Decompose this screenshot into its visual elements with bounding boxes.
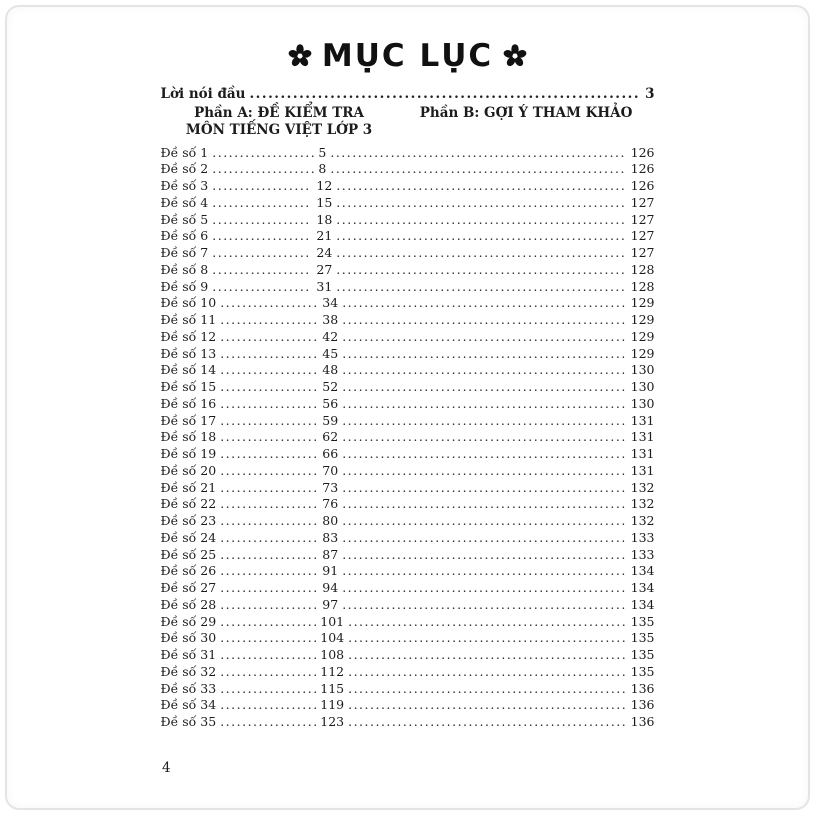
toc-entry-label: Đề số 13 — [160, 345, 217, 361]
toc-entry-row — [161, 212, 655, 229]
toc-entry-row — [161, 279, 655, 296]
toc-entry-page-a: 76 — [322, 496, 339, 512]
toc-entry-row — [161, 145, 655, 162]
dot-leader — [342, 346, 626, 363]
toc-entry-page-b: 131 — [630, 462, 655, 478]
toc-entry-page-b: 129 — [630, 295, 655, 311]
dot-leader — [348, 630, 627, 647]
toc-entry-label: Đề số 1 — [160, 144, 209, 160]
dot-leader — [336, 178, 626, 195]
dot-leader — [342, 463, 626, 480]
toc-entry-page-b: 129 — [630, 345, 655, 361]
toc-entry-page-a: 59 — [322, 412, 339, 428]
toc-entry-row — [161, 429, 655, 446]
toc-entry-page-b: 128 — [630, 261, 655, 277]
toc-entry-row — [161, 630, 655, 647]
toc-entry-page-a: 56 — [322, 395, 339, 411]
toc-entry-page-a: 119 — [320, 697, 345, 713]
dot-leader — [212, 195, 312, 212]
toc-entry-label: Đề số 16 — [160, 395, 217, 411]
dot-leader — [220, 429, 318, 446]
toc-entry-page-a: 21 — [316, 228, 333, 244]
toc-entry-page-a: 112 — [320, 663, 345, 679]
part-a-header-line1: Phần A: ĐỀ KIỂM TRA — [194, 105, 364, 121]
toc-entry-row — [161, 580, 655, 597]
toc-page — [161, 0, 655, 731]
part-b-header — [398, 105, 655, 122]
toc-entry-page-b: 134 — [630, 580, 655, 596]
toc-entry-page-b: 129 — [630, 328, 655, 344]
toc-entry-page-a: 70 — [322, 462, 339, 478]
dot-leader — [342, 496, 626, 513]
page-number: 4 — [162, 760, 171, 776]
toc-entry-row — [161, 496, 655, 513]
dot-leader — [220, 630, 316, 647]
dot-leader — [249, 86, 641, 102]
toc-entry-label: Đề số 10 — [160, 295, 217, 311]
dot-leader — [220, 597, 318, 614]
toc-entry-row — [161, 614, 655, 631]
toc-entry-page-b: 130 — [630, 362, 655, 378]
toc-entry-page-a: 97 — [322, 596, 339, 612]
toc-entry-page-a: 24 — [316, 245, 333, 261]
dot-leader — [330, 145, 626, 162]
toc-entry-row — [161, 681, 655, 698]
flower-icon — [288, 40, 312, 76]
toc-entry-page-a: 115 — [320, 680, 345, 696]
toc-entry-page-a: 15 — [316, 194, 333, 210]
toc-entry-page-b: 135 — [630, 663, 655, 679]
toc-entry-row — [161, 329, 655, 346]
toc-entry-page-b: 135 — [630, 613, 655, 629]
dot-leader — [220, 312, 318, 329]
toc-entry-label: Đề số 20 — [160, 462, 217, 478]
toc-entry-page-b: 133 — [630, 529, 655, 545]
toc-entry-label: Đề số 23 — [160, 513, 217, 529]
dot-leader — [220, 346, 318, 363]
dot-leader — [220, 463, 318, 480]
toc-entry-label: Đề số 12 — [160, 328, 217, 344]
toc-entries — [161, 145, 655, 731]
toc-entry-page-b: 127 — [630, 228, 655, 244]
dot-leader — [342, 413, 626, 430]
toc-entry-page-b: 130 — [630, 395, 655, 411]
toc-entry-label: Đề số 4 — [160, 194, 209, 210]
dot-leader — [220, 563, 318, 580]
toc-entry-page-a: 80 — [322, 513, 339, 529]
dot-leader — [342, 429, 626, 446]
dot-leader — [220, 664, 316, 681]
toc-entry-page-b: 136 — [630, 680, 655, 696]
toc-entry-label: Đề số 18 — [160, 429, 217, 445]
dot-leader — [220, 379, 318, 396]
toc-entry-label: Đề số 11 — [160, 312, 217, 328]
dot-leader — [212, 245, 312, 262]
dot-leader — [342, 396, 626, 413]
toc-entry-page-a: 66 — [322, 446, 339, 462]
toc-entry-page-b: 128 — [630, 278, 655, 294]
toc-entry-label: Đề số 33 — [160, 680, 217, 696]
dot-leader — [220, 396, 318, 413]
dot-leader — [220, 614, 316, 631]
flower-icon — [503, 40, 527, 76]
dot-leader — [342, 446, 626, 463]
dot-leader — [348, 681, 627, 698]
part-a-header-line2: MÔN TIẾNG VIỆT LỚP 3 — [185, 122, 373, 139]
toc-entry-label: Đề số 27 — [160, 580, 217, 596]
toc-entry-label: Đề số 14 — [160, 362, 217, 378]
dot-leader — [342, 530, 626, 547]
toc-entry-page-b: 135 — [630, 647, 655, 663]
toc-entry-label: Đề số 3 — [160, 178, 209, 194]
toc-entry-row — [161, 513, 655, 530]
toc-entry-row — [161, 664, 655, 681]
toc-entry-page-b: 132 — [630, 479, 655, 495]
toc-entry-label: Đề số 21 — [160, 479, 217, 495]
dot-leader — [342, 597, 626, 614]
toc-entry-page-b: 133 — [630, 546, 655, 562]
toc-entry-label: Đề số 6 — [160, 228, 209, 244]
dot-leader — [348, 647, 627, 664]
dot-leader — [220, 530, 318, 547]
toc-entry-page-a: 87 — [322, 546, 339, 562]
toc-entry-page-b: 136 — [630, 697, 655, 713]
toc-entry-page-a: 94 — [322, 580, 339, 596]
toc-entry-page-b: 136 — [630, 714, 655, 730]
toc-entry-page-a: 8 — [318, 161, 327, 177]
dot-leader — [220, 295, 318, 312]
dot-leader — [342, 513, 626, 530]
dot-leader — [336, 228, 626, 245]
dot-leader — [212, 178, 312, 195]
dot-leader — [348, 714, 627, 731]
toc-entry-page-b: 130 — [630, 379, 655, 395]
toc-entry-page-a: 91 — [322, 563, 339, 579]
toc-entry-row — [161, 547, 655, 564]
column-headers — [161, 105, 655, 140]
toc-entry-page-a: 83 — [322, 529, 339, 545]
dot-leader — [220, 697, 316, 714]
toc-entry-row — [161, 647, 655, 664]
toc-entry-page-b: 127 — [630, 211, 655, 227]
toc-entry-page-b: 129 — [630, 312, 655, 328]
dot-leader — [212, 145, 314, 162]
dot-leader — [342, 312, 626, 329]
toc-entry-label: Đề số 30 — [160, 630, 217, 646]
preface-row — [161, 86, 655, 104]
page-title-row — [161, 38, 655, 76]
toc-entry-row — [161, 530, 655, 547]
toc-entry-label: Đề số 25 — [160, 546, 217, 562]
toc-entry-row — [161, 245, 655, 262]
dot-leader — [212, 262, 312, 279]
toc-entry-label: Đề số 24 — [160, 529, 217, 545]
dot-leader — [220, 496, 318, 513]
dot-leader — [220, 329, 318, 346]
toc-entry-label: Đề số 28 — [160, 596, 217, 612]
dot-leader — [342, 480, 626, 497]
dot-leader — [342, 379, 626, 396]
toc-entry-page-a: 101 — [320, 613, 345, 629]
dot-leader — [220, 362, 318, 379]
toc-entry-row — [161, 379, 655, 396]
toc-entry-page-b: 134 — [630, 563, 655, 579]
toc-entry-row — [161, 178, 655, 195]
toc-entry-label: Đề số 29 — [160, 613, 217, 629]
toc-entry-label: Đề số 19 — [160, 446, 217, 462]
dot-leader — [342, 362, 626, 379]
toc-entry-label: Đề số 26 — [160, 563, 217, 579]
dot-leader — [212, 279, 312, 296]
dot-leader — [220, 413, 318, 430]
dot-leader — [330, 161, 626, 178]
toc-entry-row — [161, 446, 655, 463]
dot-leader — [212, 228, 312, 245]
dot-leader — [348, 664, 627, 681]
toc-entry-row — [161, 295, 655, 312]
dot-leader — [220, 513, 318, 530]
toc-entry-row — [161, 362, 655, 379]
dot-leader — [336, 279, 626, 296]
toc-entry-row — [161, 195, 655, 212]
toc-entry-label: Đề số 5 — [160, 211, 209, 227]
toc-entry-label: Đề số 35 — [160, 714, 217, 730]
dot-leader — [348, 614, 627, 631]
dot-leader — [342, 295, 626, 312]
toc-entry-page-a: 12 — [316, 178, 333, 194]
dot-leader — [342, 563, 626, 580]
dot-leader — [336, 195, 626, 212]
toc-entry-label: Đề số 7 — [160, 245, 209, 261]
toc-entry-page-a: 45 — [322, 345, 339, 361]
toc-entry-label: Đề số 17 — [160, 412, 217, 428]
dot-leader — [342, 329, 626, 346]
dot-leader — [336, 262, 626, 279]
toc-entry-row — [161, 312, 655, 329]
toc-entry-row — [161, 346, 655, 363]
toc-entry-page-a: 42 — [322, 328, 339, 344]
toc-entry-page-a: 38 — [322, 312, 339, 328]
toc-entry-label: Đề số 31 — [160, 647, 217, 663]
toc-entry-page-a: 73 — [322, 479, 339, 495]
toc-entry-label: Đề số 2 — [160, 161, 209, 177]
toc-entry-label: Đề số 15 — [160, 379, 217, 395]
preface-page: 3 — [645, 86, 655, 102]
toc-entry-row — [161, 262, 655, 279]
toc-entry-page-b: 127 — [630, 194, 655, 210]
toc-entry-page-a: 62 — [322, 429, 339, 445]
toc-entry-page-b: 126 — [630, 178, 655, 194]
toc-entry-page-b: 135 — [630, 630, 655, 646]
toc-entry-label: Đề số 22 — [160, 496, 217, 512]
toc-entry-row — [161, 697, 655, 714]
dot-leader — [220, 547, 318, 564]
dot-leader — [342, 547, 626, 564]
page-title: MỤC LỤC — [321, 38, 494, 74]
preface-label: Lời nói đầu — [160, 86, 246, 102]
toc-entry-page-a: 34 — [322, 295, 339, 311]
toc-entry-page-b: 126 — [630, 144, 655, 160]
toc-entry-row — [161, 563, 655, 580]
toc-entry-label: Đề số 34 — [160, 697, 217, 713]
toc-entry-row — [161, 714, 655, 731]
toc-entry-page-a: 108 — [320, 647, 345, 663]
toc-entry-row — [161, 413, 655, 430]
dot-leader — [212, 161, 314, 178]
dot-leader — [220, 681, 316, 698]
toc-entry-page-b: 126 — [630, 161, 655, 177]
toc-entry-page-a: 52 — [322, 379, 339, 395]
dot-leader — [212, 212, 312, 229]
toc-entry-page-a: 48 — [322, 362, 339, 378]
toc-entry-page-b: 132 — [630, 513, 655, 529]
part-b-header-line1: Phần B: GỢI Ý THAM KHẢO — [419, 105, 633, 121]
toc-entry-page-a: 104 — [320, 630, 345, 646]
toc-entry-page-a: 31 — [316, 278, 333, 294]
toc-entry-label: Đề số 9 — [160, 278, 209, 294]
dot-leader — [220, 647, 316, 664]
dot-leader — [348, 697, 627, 714]
toc-entry-row — [161, 228, 655, 245]
toc-entry-page-b: 134 — [630, 596, 655, 612]
dot-leader — [220, 446, 318, 463]
toc-entry-page-b: 127 — [630, 245, 655, 261]
part-a-header — [161, 105, 398, 140]
toc-entry-row — [161, 480, 655, 497]
toc-entry-row — [161, 396, 655, 413]
dot-leader — [336, 245, 626, 262]
toc-entry-page-a: 5 — [318, 144, 327, 160]
toc-entry-page-b: 132 — [630, 496, 655, 512]
toc-entry-row — [161, 597, 655, 614]
dot-leader — [336, 212, 626, 229]
toc-entry-page-b: 131 — [630, 429, 655, 445]
toc-entry-label: Đề số 32 — [160, 663, 217, 679]
toc-entry-page-a: 18 — [316, 211, 333, 227]
toc-entry-page-a: 123 — [320, 714, 345, 730]
toc-entry-page-b: 131 — [630, 412, 655, 428]
dot-leader — [220, 580, 318, 597]
dot-leader — [220, 480, 318, 497]
toc-entry-row — [161, 463, 655, 480]
toc-entry-page-a: 27 — [316, 261, 333, 277]
toc-entry-page-b: 131 — [630, 446, 655, 462]
dot-leader — [220, 714, 316, 731]
dot-leader — [342, 580, 626, 597]
toc-entry-label: Đề số 8 — [160, 261, 209, 277]
toc-entry-row — [161, 161, 655, 178]
